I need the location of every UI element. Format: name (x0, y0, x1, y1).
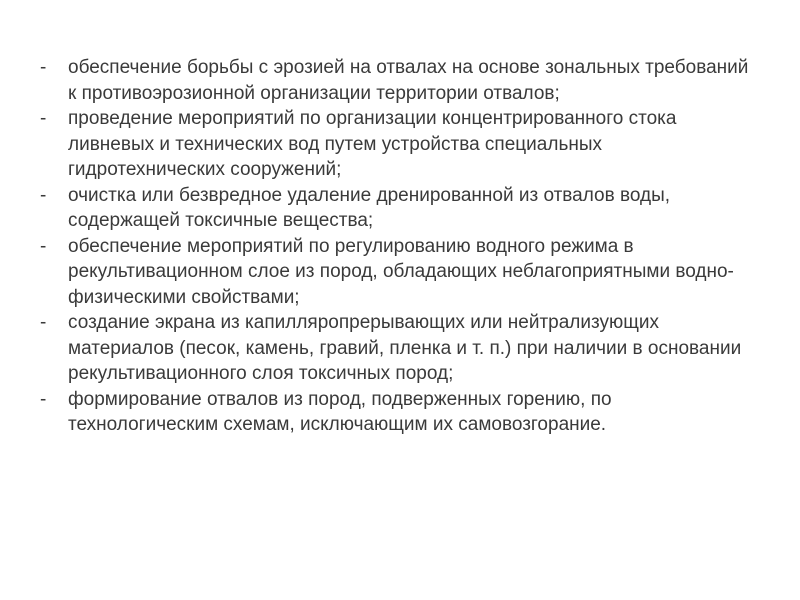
bullet-marker: - (40, 184, 47, 206)
bullet-marker: - (40, 108, 47, 129)
list-item-capillary-screen (40, 310, 760, 387)
bullet-marker: - (40, 57, 47, 78)
list-item-erosion-control (40, 55, 760, 106)
list-item-runoff-drainage (40, 106, 760, 183)
bullet-marker: - (40, 312, 47, 333)
bullet-marker: - (40, 388, 47, 410)
bullet-text: формирование отвалов из пород, подверженных горению, по технологическим схемам, исключающим их самовозгорание. (68, 388, 612, 435)
bullet-list (40, 55, 760, 438)
bullet-text: очистка или безвредное удаление дренированной из отвалов воды, содержащей токсичные вещества; (68, 184, 671, 231)
bullet-text: создание экрана из капилляропрерывающих или нейтрализующих материалов (песок, камень, гравий, пленка и т. п.) при наличии в основании рекультивационного слоя токсичных пород; (68, 312, 742, 384)
bullet-text: проведение мероприятий по организации концентрированного стока ливневых и технических вод путем устройства специальных гидротехнических сооружений; (68, 108, 677, 180)
list-item-water-regime (40, 234, 760, 311)
bullet-text: обеспечение борьбы с эрозией на отвалах на основе зональных требований к противоэрозионной организации территории отвалов; (68, 57, 749, 104)
bullet-marker: - (40, 235, 47, 257)
list-item-fire-prevention (40, 387, 760, 438)
bullet-text: обеспечение мероприятий по регулированию водного режима в рекультивационном слое из пород, обладающих неблагоприятными водно-физическими свойствами; (68, 235, 734, 308)
list-item-water-treatment (40, 183, 760, 234)
